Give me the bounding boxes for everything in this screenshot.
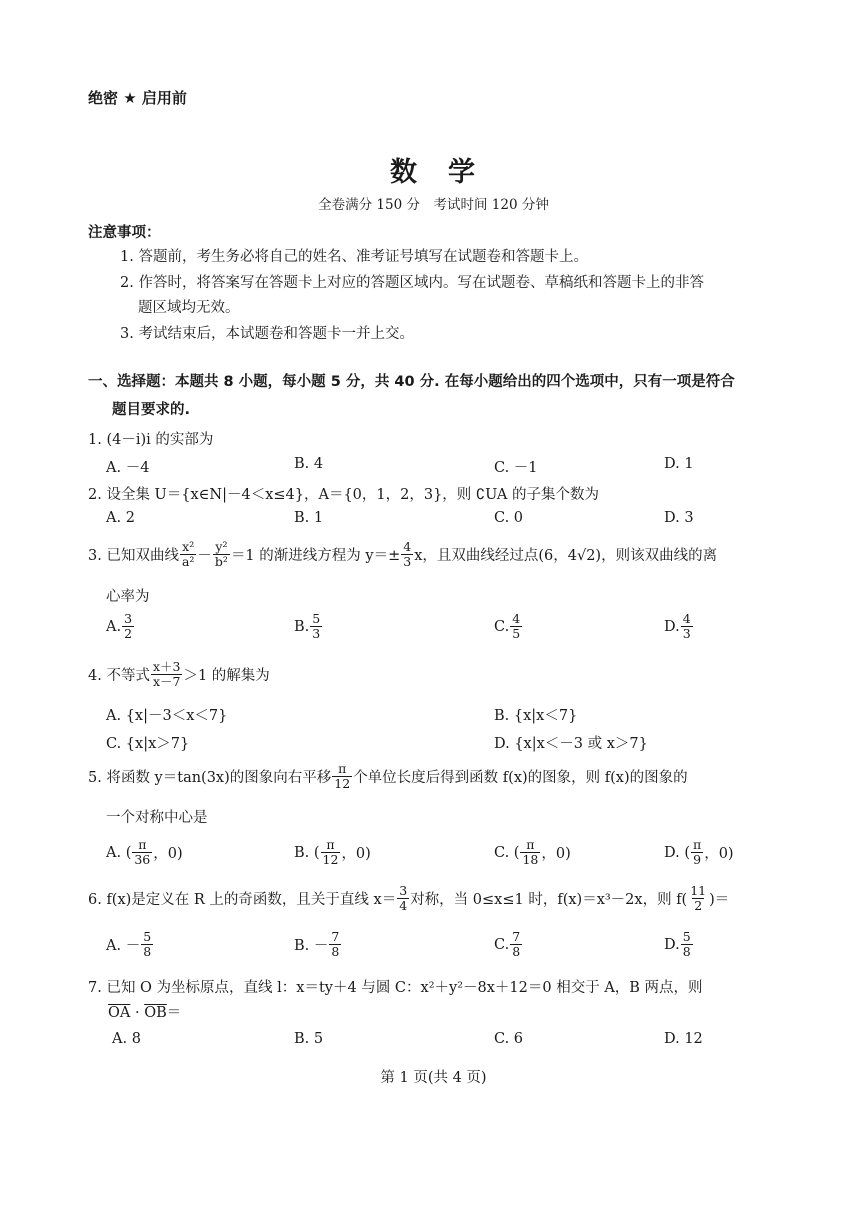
q6-fraction-3-4: $\frac{3}{4}$ [399, 883, 408, 914]
q3-option-b: B. $\frac{5}{3}$ [294, 611, 321, 642]
q3-option-d: D. $\frac{4}{3}$ [664, 611, 691, 642]
q7-option-c: C. 6 [494, 1031, 524, 1047]
q4-option-b: B. {x|x＜7} [494, 708, 578, 724]
q7-option-a: A. 8 [112, 1031, 141, 1047]
q5-option-b: B. ( $\frac{\pi}{12}$ ，0) [294, 837, 371, 868]
q4-option-a: A. {x|－3＜x＜7} [106, 708, 228, 724]
q4-option-d: D. {x|x＜－3 或 x＞7} [494, 736, 648, 752]
q3-fraction-y2-b2: $\frac{\text{y²}}{\text{b²}}$ [214, 539, 228, 570]
question-2-stem: 2. 设全集 U＝{x∈N|－4＜x≤4}，A＝{0，1，2，3}，则 ∁UA 的子集个数为 [88, 487, 599, 503]
question-3-stem-cont: 心率为 [106, 589, 150, 605]
q5-option-c: C. ( $\frac{\pi}{18}$ ，0) [494, 837, 571, 868]
page-subtitle: 全卷满分 150 分 考试时间 120 分钟 [318, 197, 549, 213]
q7-option-d: D. 12 [664, 1031, 703, 1047]
q6-option-c: C. $\frac{7}{8}$ [494, 929, 521, 960]
vector-ob: $\overline{OB}$ [144, 1005, 167, 1021]
q3-option-a: A. $\frac{3}{2}$ [106, 611, 133, 642]
question-6-stem: 6. f(x)是定义在 R 上的奇函数，且关于直线 x＝ $\frac{3}{4}$ 对称，当 0≤x≤1 时，f(x)＝x³－2x，则 f( $\frac{11}{2}$ )＝ [88, 883, 730, 914]
q5-option-d: D. ( $\frac{\pi}{9}$ ，0) [664, 837, 734, 868]
q2-option-c: C. 0 [494, 510, 524, 526]
q6-option-b: B. － $\frac{7}{8}$ [294, 929, 340, 960]
q1-option-b: B. 4 [294, 456, 324, 472]
q2-option-b: B. 1 [294, 510, 324, 526]
q5-fraction: $\frac{\pi}{12}$ [334, 761, 351, 792]
q3-option-c: C. $\frac{4}{5}$ [494, 611, 521, 642]
question-7-stem: 7. 已知 O 为坐标原点，直线 l：x＝ty＋4 与圆 C：x²＋y²－8x＋12＝0 相交于 A，B 两点，则 [88, 980, 703, 996]
q7-option-b: B. 5 [294, 1031, 324, 1047]
q1-option-a: A. －4 [106, 460, 150, 476]
vector-oa: $\overline{OA}$ [108, 1005, 131, 1021]
notice-item-2-cont: 题区域均无效。 [138, 300, 240, 316]
page-footer: 第 1 页(共 4 页) [380, 1070, 487, 1086]
q4-fraction: $\frac{x+3}{x-7}$ [152, 659, 181, 690]
section-heading: 一、选择题：本题共 8 小题，每小题 5 分，共 40 分. 在每小题给出的四个选项中，只有一项是符合 [88, 374, 735, 390]
q3-fraction-x2-a2: $\frac{\text{x²}}{\text{a²}}$ [181, 539, 195, 570]
question-5-stem: 5. 将函数 y＝tan(3x)的图象向右平移 $\frac{\pi}{12}$ 个单位长度后得到函数 f(x)的图象，则 f(x)的图象的 [88, 761, 688, 792]
q3-fraction-4-3: $\frac{4}{3}$ [403, 539, 412, 570]
section-heading-cont: 题目要求的. [112, 402, 191, 418]
question-1-stem: 1. (4－i)i 的实部为 [88, 432, 214, 448]
q6-option-a: A. － $\frac{5}{8}$ [106, 929, 152, 960]
notice-heading: 注意事项： [88, 225, 161, 241]
secret-label: 绝密 ★ 启用前 [88, 89, 187, 107]
notice-item-2: 2. 作答时，将答案写在答题卡上对应的答题区域内。写在试题卷、草稿纸和答题卡上的非答 [120, 275, 704, 291]
q1-option-d: D. 1 [664, 456, 694, 472]
question-7-stem-cont: $\overline{OA} \cdot \overline{OB}=$ [108, 1005, 182, 1021]
notice-item-1: 1. 答题前，考生务必将自己的姓名、准考证号填写在试题卷和答题卡上。 [120, 249, 588, 265]
q6-fraction-11-2: $\frac{11}{2}$ [690, 883, 707, 914]
q6-option-d: D. $\frac{5}{8}$ [664, 929, 691, 960]
question-4-stem: 4. 不等式 $\frac{x+3}{x-7}$ ＞1 的解集为 [88, 659, 270, 690]
q4-option-c: C. {x|x＞7} [106, 736, 190, 752]
q2-option-d: D. 3 [664, 510, 694, 526]
question-5-stem-cont: 一个对称中心是 [106, 810, 208, 826]
q2-option-a: A. 2 [106, 510, 135, 526]
q1-option-c: C. －1 [494, 460, 538, 476]
page-title: 数 学 [390, 157, 477, 188]
q5-option-a: A. ( $\frac{\pi}{36}$ ，0) [106, 837, 183, 868]
question-3-stem: 3. 已知双曲线 $\frac{\text{x²}}{\text{a²}}$ － $\frac{\text{y²}}{\text{b²}}$ ＝1 的渐进线方程为 y＝± $\frac{4}{3}$ x，且双曲线经过点(6，4√2)，则该双曲线的离 [88, 539, 718, 570]
notice-item-3: 3. 考试结束后，本试题卷和答题卡一并上交。 [120, 326, 414, 342]
